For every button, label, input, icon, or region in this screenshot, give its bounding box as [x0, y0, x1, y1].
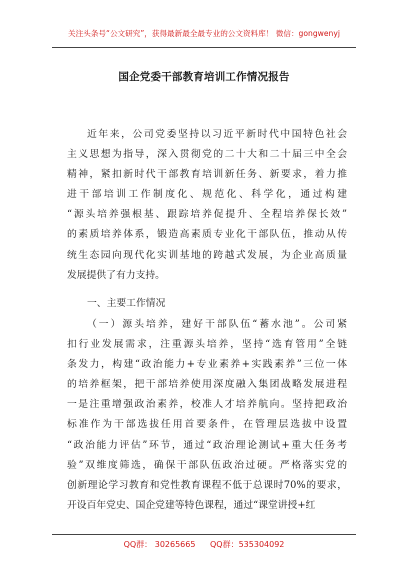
text-line: 发展提供了有力支持。 [67, 269, 165, 281]
text-line: 标准作为干部选拔任用首要条件，在管理层选拔中设置 [67, 419, 347, 431]
section-heading: 一、主要工作情况 [87, 298, 166, 309]
text-line: 近年来，公司党委坚持以习近平新时代中国特色社会 [87, 129, 347, 140]
text-line: “源头培养强根基、跟踪培养促提升、全程培养保长效” [67, 209, 347, 221]
text-line: 主义思想为指导，深入贯彻党的二十大和二十届三中全会 [67, 149, 347, 161]
footer-divider [52, 534, 356, 535]
footer-qq-group-2: QQ群：535304092 [210, 540, 285, 549]
footer-qq-group-1: QQ群： 30265665 [123, 540, 196, 549]
text-line: 一是注重增强政治素养，校准人才培养航向。坚持把政治 [67, 399, 347, 411]
text-line: 的素质培养体系，锻造高素质专业化干部队伍，推动从传 [67, 229, 347, 241]
text-line: 统生态园向现代化实训基地的跨越式发展，为企业高质量 [67, 249, 347, 261]
paragraph-intro [67, 125, 347, 286]
document-title: 国企党委干部教育培训工作情况报告 [118, 71, 290, 83]
header-promo-note: 关注头条号“公文研究”，获得最新最全最专业的公文资料库！ 微信：gongwenyj [68, 29, 340, 38]
text-line: 扣行业发展需求，注重源头培养，坚持“选育管用”全链 [67, 339, 347, 351]
text-line: 的培养框架，把干部培养使用深度融入集团战略发展进程 [67, 379, 347, 391]
text-line: 精神，紧扣新时代干部教育培训新任务、新要求，着力推 [67, 169, 347, 181]
text-line: 条发力，构建“政治能力+专业素养+实践素养”三位一体 [67, 359, 347, 371]
text-line: （一）源头培养，建好干部队伍“蓄水池”。公司紧 [87, 319, 347, 330]
text-line: 验”双维度筛选，确保干部队伍政治过硬。严格落实党的 [67, 459, 347, 471]
footer-contacts [0, 539, 408, 550]
paragraph-source-training [67, 315, 347, 516]
text-line: 创新理论学习教育和党性教育课程不低于总课时70%的要求， [67, 479, 347, 491]
text-line: “政治能力评估”环节，通过“政治理论测试+重大任务考 [67, 439, 347, 451]
header-divider [52, 47, 356, 48]
text-line: 开设百年党史、国企党建等特色课程，通过“课堂讲授+红 [67, 499, 316, 511]
text-line: 进干部培训工作制度化、规范化、科学化，通过构建 [67, 189, 347, 201]
